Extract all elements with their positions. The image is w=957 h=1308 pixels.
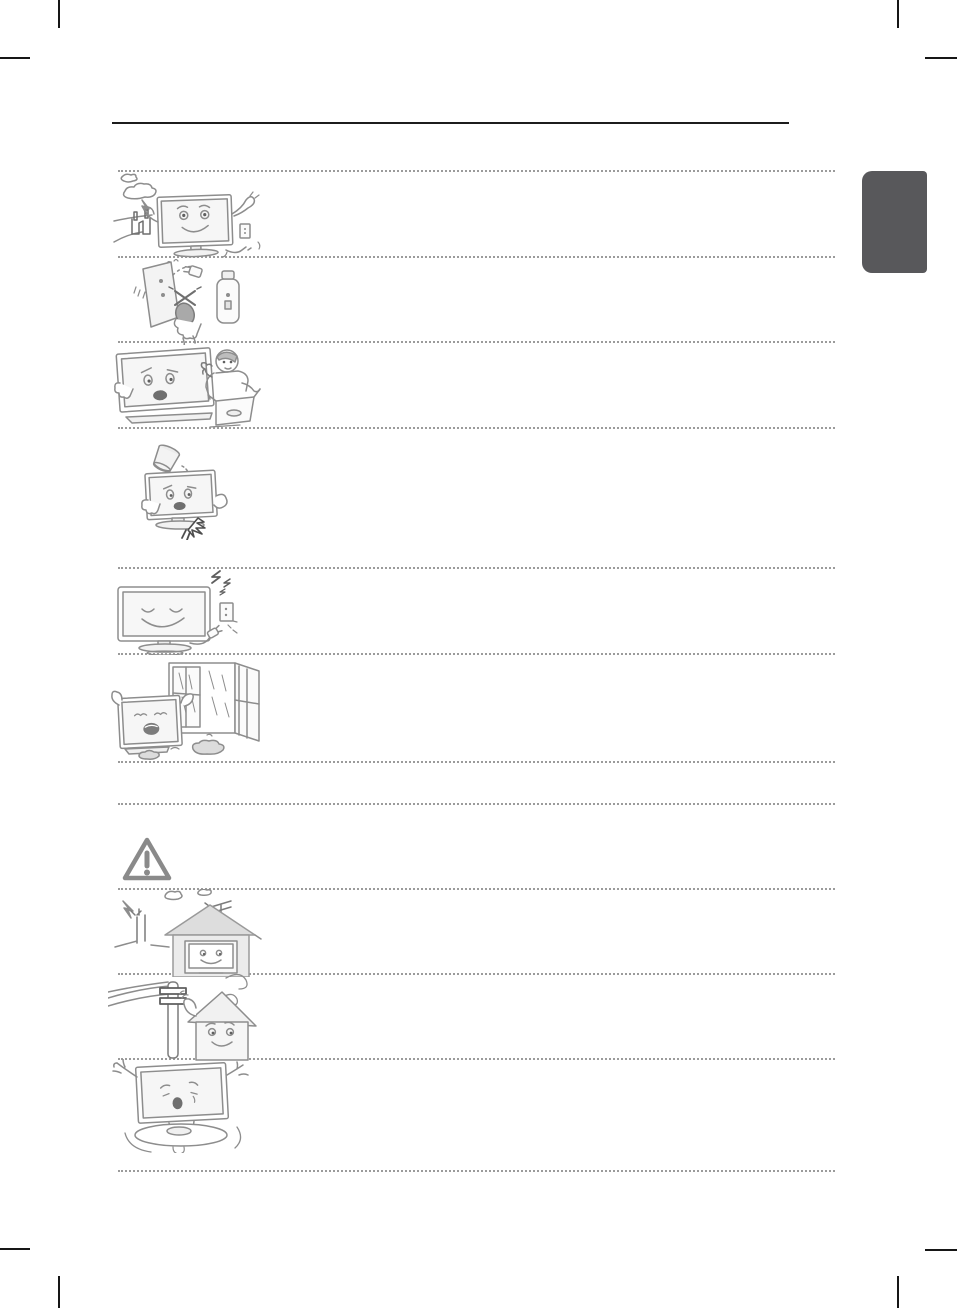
- tv-repairman-toolbox-illustration: [112, 343, 266, 431]
- tv-outdoors-lightning-illustration: [112, 172, 265, 258]
- house-power-pole-wind-illustration: [108, 974, 260, 1062]
- object-falling-on-tv-illustration: [136, 444, 230, 540]
- tv-rocking-swivel-base-illustration: [109, 1059, 256, 1153]
- crop-mark-top-left-horizontal: [0, 57, 30, 59]
- crop-mark-top-right-vertical: [897, 0, 899, 28]
- sleeping-tv-unplugged-illustration: [112, 569, 246, 655]
- header-rule: [112, 122, 789, 124]
- separator-line: [118, 803, 835, 805]
- crop-mark-bottom-left-vertical: [58, 1276, 60, 1308]
- crop-mark-bottom-right-vertical: [897, 1276, 899, 1308]
- crop-mark-top-right-horizontal: [925, 57, 957, 59]
- separator-line: [118, 1170, 835, 1172]
- house-antenna-lightning-illustration: [113, 889, 263, 977]
- hand-unplugging-outlet-illustration: [133, 259, 257, 345]
- caution-triangle-icon: [121, 836, 173, 884]
- crop-mark-top-left-vertical: [58, 0, 60, 28]
- crop-mark-bottom-right-horizontal: [925, 1249, 957, 1251]
- crop-mark-bottom-left-horizontal: [0, 1248, 30, 1250]
- chapter-tab: [862, 171, 927, 273]
- tv-rain-open-window-illustration: [109, 657, 263, 763]
